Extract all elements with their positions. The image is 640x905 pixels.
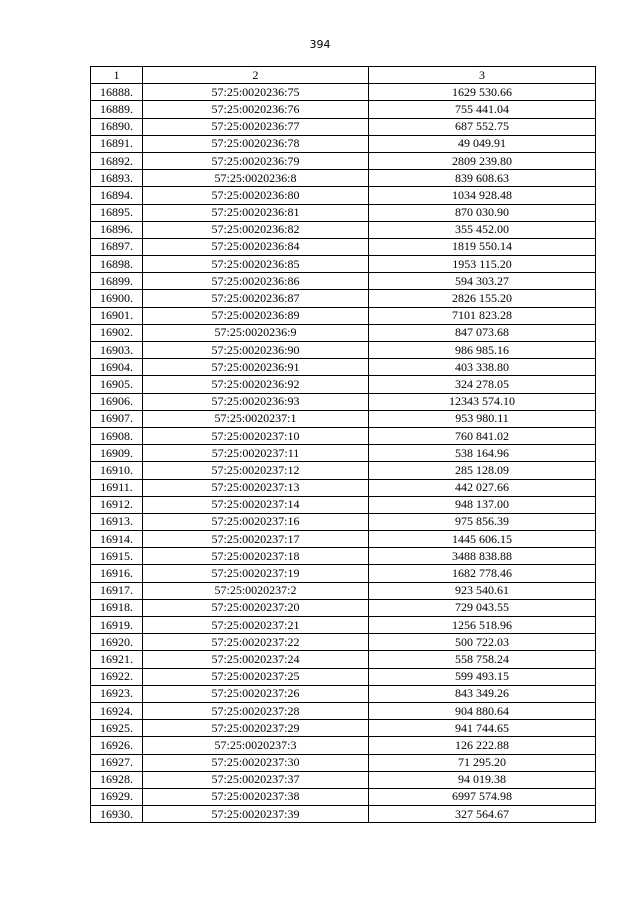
cadastral-value-cell: 2809 239.80 xyxy=(369,152,596,169)
cadastral-value-cell: 843 349.26 xyxy=(369,685,596,702)
table-row xyxy=(91,376,596,393)
cadastral-number-cell: 57:25:0020236:78 xyxy=(143,135,369,152)
row-number-cell: 16922. xyxy=(91,668,143,685)
table-row xyxy=(91,479,596,496)
table-row xyxy=(91,617,596,634)
cadastral-value-cell: 442 027.66 xyxy=(369,479,596,496)
cadastral-number-cell: 57:25:0020236:89 xyxy=(143,307,369,324)
cadastral-value-cell: 324 278.05 xyxy=(369,376,596,393)
cadastral-value-table xyxy=(90,66,596,823)
table-row xyxy=(91,788,596,805)
cadastral-number-cell: 57:25:0020237:22 xyxy=(143,634,369,651)
table-row xyxy=(91,393,596,410)
table-header-row xyxy=(91,67,596,84)
table-body xyxy=(91,84,596,823)
cadastral-number-cell: 57:25:0020236:93 xyxy=(143,393,369,410)
table-row xyxy=(91,634,596,651)
cadastral-number-cell: 57:25:0020236:76 xyxy=(143,101,369,118)
row-number-cell: 16891. xyxy=(91,135,143,152)
cadastral-value-cell: 923 540.61 xyxy=(369,582,596,599)
cadastral-value-cell: 12343 574.10 xyxy=(369,393,596,410)
table-row xyxy=(91,359,596,376)
row-number-cell: 16892. xyxy=(91,152,143,169)
cadastral-value-cell: 941 744.65 xyxy=(369,720,596,737)
cadastral-number-cell: 57:25:0020237:16 xyxy=(143,513,369,530)
cadastral-number-cell: 57:25:0020236:87 xyxy=(143,290,369,307)
row-number-cell: 16917. xyxy=(91,582,143,599)
cadastral-number-cell: 57:25:0020237:26 xyxy=(143,685,369,702)
cadastral-number-cell: 57:25:0020236:82 xyxy=(143,221,369,238)
cadastral-number-cell: 57:25:0020237:30 xyxy=(143,754,369,771)
table-row xyxy=(91,462,596,479)
table-row xyxy=(91,565,596,582)
cadastral-value-cell: 594 303.27 xyxy=(369,273,596,290)
cadastral-number-cell: 57:25:0020236:90 xyxy=(143,342,369,359)
cadastral-number-cell: 57:25:0020237:20 xyxy=(143,599,369,616)
cadastral-number-cell: 57:25:0020236:77 xyxy=(143,118,369,135)
table-row xyxy=(91,668,596,685)
column-header-cadastral-number: 2 xyxy=(143,67,369,84)
row-number-cell: 16912. xyxy=(91,496,143,513)
cadastral-number-cell: 57:25:0020236:8 xyxy=(143,170,369,187)
cadastral-value-cell: 49 049.91 xyxy=(369,135,596,152)
row-number-cell: 16898. xyxy=(91,256,143,273)
cadastral-number-cell: 57:25:0020236:9 xyxy=(143,324,369,341)
row-number-cell: 16915. xyxy=(91,548,143,565)
table-row xyxy=(91,651,596,668)
cadastral-value-cell: 953 980.11 xyxy=(369,410,596,427)
table-row xyxy=(91,187,596,204)
cadastral-value-cell: 538 164.96 xyxy=(369,445,596,462)
table-row xyxy=(91,135,596,152)
table-row xyxy=(91,445,596,462)
cadastral-value-cell: 904 880.64 xyxy=(369,702,596,719)
cadastral-number-cell: 57:25:0020237:2 xyxy=(143,582,369,599)
column-header-number: 1 xyxy=(91,67,143,84)
cadastral-value-cell: 1256 518.96 xyxy=(369,617,596,634)
cadastral-number-cell: 57:25:0020237:21 xyxy=(143,617,369,634)
table-row xyxy=(91,685,596,702)
cadastral-value-cell: 71 295.20 xyxy=(369,754,596,771)
row-number-cell: 16930. xyxy=(91,806,143,823)
row-number-cell: 16927. xyxy=(91,754,143,771)
cadastral-number-cell: 57:25:0020236:86 xyxy=(143,273,369,290)
cadastral-number-cell: 57:25:0020236:75 xyxy=(143,84,369,101)
row-number-cell: 16903. xyxy=(91,342,143,359)
cadastral-value-cell: 847 073.68 xyxy=(369,324,596,341)
row-number-cell: 16907. xyxy=(91,410,143,427)
cadastral-value-cell: 1034 928.48 xyxy=(369,187,596,204)
cadastral-number-cell: 57:25:0020236:79 xyxy=(143,152,369,169)
cadastral-value-cell: 126 222.88 xyxy=(369,737,596,754)
table-row xyxy=(91,496,596,513)
cadastral-value-cell: 558 758.24 xyxy=(369,651,596,668)
cadastral-value-cell: 755 441.04 xyxy=(369,101,596,118)
cadastral-value-cell: 285 128.09 xyxy=(369,462,596,479)
cadastral-number-cell: 57:25:0020237:25 xyxy=(143,668,369,685)
cadastral-value-cell: 94 019.38 xyxy=(369,771,596,788)
row-number-cell: 16925. xyxy=(91,720,143,737)
cadastral-number-cell: 57:25:0020237:12 xyxy=(143,462,369,479)
column-header-value: 3 xyxy=(369,67,596,84)
cadastral-number-cell: 57:25:0020237:19 xyxy=(143,565,369,582)
cadastral-value-cell: 1445 606.15 xyxy=(369,531,596,548)
cadastral-value-cell: 599 493.15 xyxy=(369,668,596,685)
cadastral-value-cell: 500 722.03 xyxy=(369,634,596,651)
table-row xyxy=(91,256,596,273)
cadastral-number-cell: 57:25:0020237:28 xyxy=(143,702,369,719)
table-row xyxy=(91,513,596,530)
row-number-cell: 16906. xyxy=(91,393,143,410)
table-row xyxy=(91,152,596,169)
row-number-cell: 16905. xyxy=(91,376,143,393)
row-number-cell: 16909. xyxy=(91,445,143,462)
table-row xyxy=(91,548,596,565)
table-row xyxy=(91,754,596,771)
table-row xyxy=(91,84,596,101)
row-number-cell: 16890. xyxy=(91,118,143,135)
cadastral-value-cell: 986 985.16 xyxy=(369,342,596,359)
cadastral-value-cell: 760 841.02 xyxy=(369,427,596,444)
table-row xyxy=(91,771,596,788)
row-number-cell: 16924. xyxy=(91,702,143,719)
table-row xyxy=(91,531,596,548)
cadastral-number-cell: 57:25:0020236:84 xyxy=(143,238,369,255)
cadastral-value-cell: 687 552.75 xyxy=(369,118,596,135)
cadastral-value-cell: 3488 838.88 xyxy=(369,548,596,565)
cadastral-value-cell: 839 608.63 xyxy=(369,170,596,187)
row-number-cell: 16914. xyxy=(91,531,143,548)
cadastral-number-cell: 57:25:0020236:80 xyxy=(143,187,369,204)
cadastral-number-cell: 57:25:0020237:13 xyxy=(143,479,369,496)
table-row xyxy=(91,221,596,238)
cadastral-value-cell: 1819 550.14 xyxy=(369,238,596,255)
table-row xyxy=(91,204,596,221)
cadastral-value-cell: 1682 778.46 xyxy=(369,565,596,582)
row-number-cell: 16899. xyxy=(91,273,143,290)
row-number-cell: 16913. xyxy=(91,513,143,530)
cadastral-number-cell: 57:25:0020237:11 xyxy=(143,445,369,462)
table-row xyxy=(91,599,596,616)
cadastral-number-cell: 57:25:0020236:92 xyxy=(143,376,369,393)
cadastral-value-cell: 2826 155.20 xyxy=(369,290,596,307)
cadastral-number-cell: 57:25:0020236:91 xyxy=(143,359,369,376)
cadastral-value-cell: 355 452.00 xyxy=(369,221,596,238)
cadastral-value-cell: 870 030.90 xyxy=(369,204,596,221)
row-number-cell: 16900. xyxy=(91,290,143,307)
row-number-cell: 16894. xyxy=(91,187,143,204)
cadastral-value-cell: 729 043.55 xyxy=(369,599,596,616)
table-row xyxy=(91,720,596,737)
table-row xyxy=(91,238,596,255)
table-row xyxy=(91,273,596,290)
cadastral-number-cell: 57:25:0020237:14 xyxy=(143,496,369,513)
row-number-cell: 16895. xyxy=(91,204,143,221)
row-number-cell: 16923. xyxy=(91,685,143,702)
table-row xyxy=(91,307,596,324)
row-number-cell: 16918. xyxy=(91,599,143,616)
cadastral-value-cell: 1953 115.20 xyxy=(369,256,596,273)
cadastral-number-cell: 57:25:0020237:29 xyxy=(143,720,369,737)
cadastral-value-cell: 1629 530.66 xyxy=(369,84,596,101)
cadastral-value-cell: 7101 823.28 xyxy=(369,307,596,324)
row-number-cell: 16919. xyxy=(91,617,143,634)
cadastral-value-cell: 6997 574.98 xyxy=(369,788,596,805)
row-number-cell: 16908. xyxy=(91,427,143,444)
row-number-cell: 16897. xyxy=(91,238,143,255)
row-number-cell: 16911. xyxy=(91,479,143,496)
cadastral-number-cell: 57:25:0020237:39 xyxy=(143,806,369,823)
row-number-cell: 16893. xyxy=(91,170,143,187)
row-number-cell: 16896. xyxy=(91,221,143,238)
cadastral-number-cell: 57:25:0020237:1 xyxy=(143,410,369,427)
table-row xyxy=(91,324,596,341)
row-number-cell: 16902. xyxy=(91,324,143,341)
row-number-cell: 16904. xyxy=(91,359,143,376)
cadastral-value-cell: 948 137.00 xyxy=(369,496,596,513)
row-number-cell: 16928. xyxy=(91,771,143,788)
table-row xyxy=(91,118,596,135)
table-row xyxy=(91,582,596,599)
table-row xyxy=(91,290,596,307)
table-row xyxy=(91,806,596,823)
cadastral-value-cell: 327 564.67 xyxy=(369,806,596,823)
cadastral-number-cell: 57:25:0020237:18 xyxy=(143,548,369,565)
page-number: 394 xyxy=(309,38,331,51)
cadastral-number-cell: 57:25:0020237:38 xyxy=(143,788,369,805)
table-row xyxy=(91,737,596,754)
row-number-cell: 16916. xyxy=(91,565,143,582)
row-number-cell: 16910. xyxy=(91,462,143,479)
table-row xyxy=(91,702,596,719)
cadastral-number-cell: 57:25:0020236:81 xyxy=(143,204,369,221)
cadastral-value-cell: 975 856.39 xyxy=(369,513,596,530)
cadastral-number-cell: 57:25:0020237:17 xyxy=(143,531,369,548)
cadastral-number-cell: 57:25:0020237:24 xyxy=(143,651,369,668)
cadastral-number-cell: 57:25:0020237:37 xyxy=(143,771,369,788)
table-row xyxy=(91,427,596,444)
cadastral-value-cell: 403 338.80 xyxy=(369,359,596,376)
cadastral-number-cell: 57:25:0020237:3 xyxy=(143,737,369,754)
row-number-cell: 16929. xyxy=(91,788,143,805)
row-number-cell: 16889. xyxy=(91,101,143,118)
table-row xyxy=(91,342,596,359)
row-number-cell: 16920. xyxy=(91,634,143,651)
row-number-cell: 16901. xyxy=(91,307,143,324)
cadastral-number-cell: 57:25:0020236:85 xyxy=(143,256,369,273)
row-number-cell: 16888. xyxy=(91,84,143,101)
row-number-cell: 16921. xyxy=(91,651,143,668)
table-row xyxy=(91,170,596,187)
table-row xyxy=(91,410,596,427)
row-number-cell: 16926. xyxy=(91,737,143,754)
cadastral-number-cell: 57:25:0020237:10 xyxy=(143,427,369,444)
table-row xyxy=(91,101,596,118)
